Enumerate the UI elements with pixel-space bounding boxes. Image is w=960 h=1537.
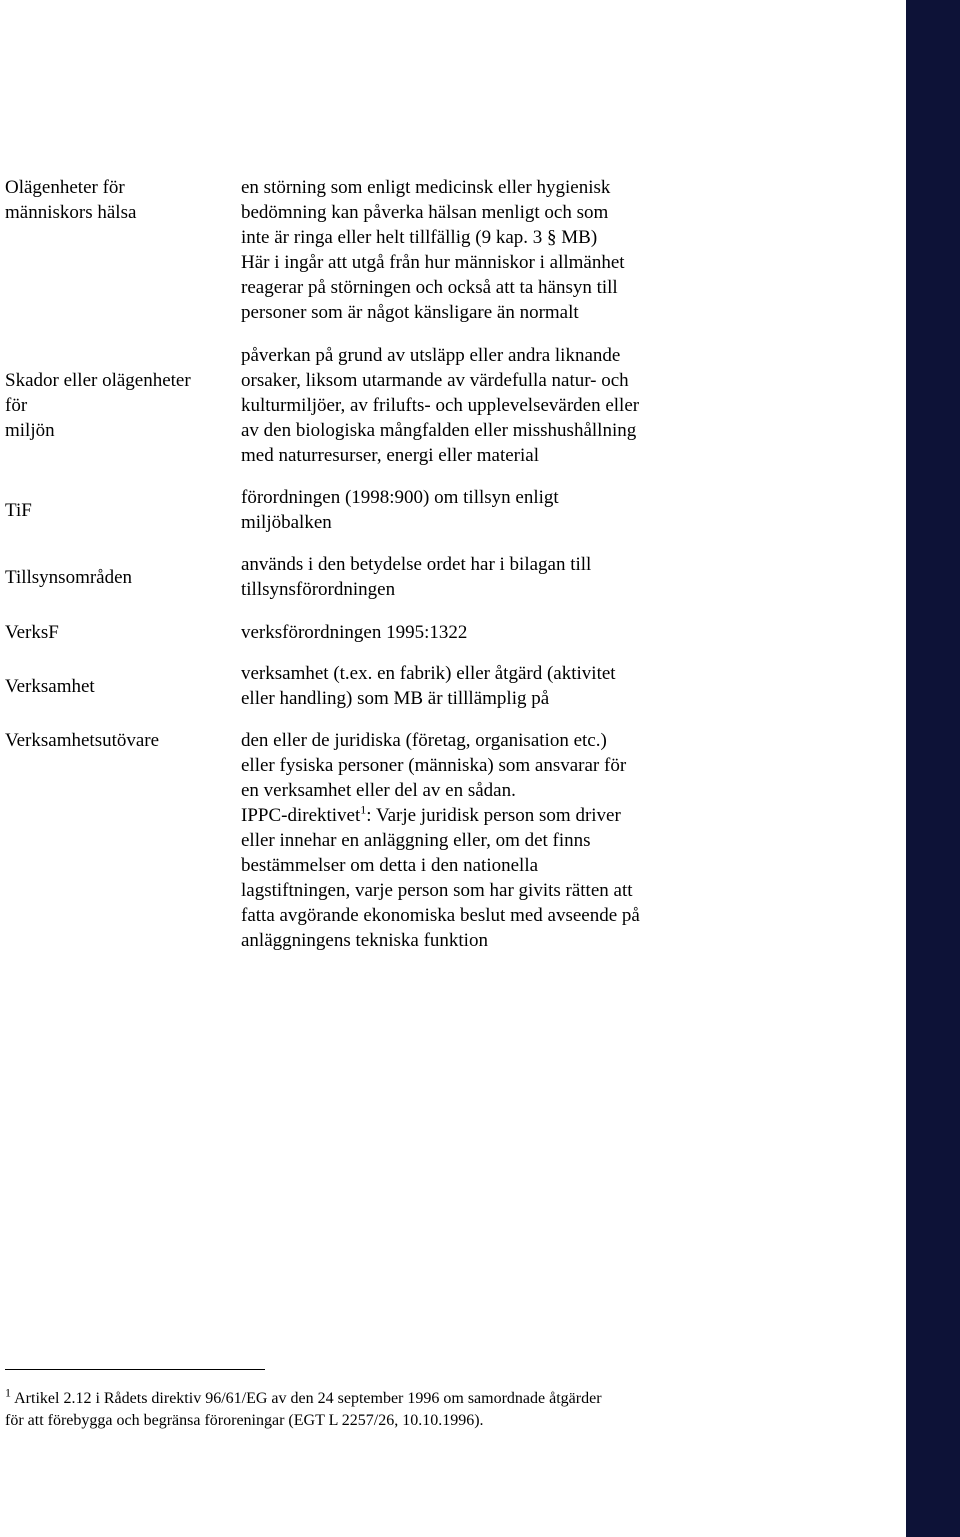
term-line: människors hälsa [5,202,137,223]
definition-line: används i den betydelse ordet har i bilagan till [241,554,592,575]
definition-line: den eller de juridiska (företag, organisation etc.) [241,730,607,751]
definition-line: orsaker, liksom utarmande av värdefulla natur- och [241,370,629,391]
glossary-definition [241,661,701,711]
definition-line: kulturmiljöer, av frilufts- och upplevelsevärden eller [241,395,640,416]
footnote-reference: 1 [360,802,367,817]
footnote-line [5,1385,885,1410]
definition-line: personer som är något känsligare än normalt [241,302,579,323]
term-line: Skador eller olägenheter [5,370,191,391]
definition-line: en verksamhet eller del av en sådan. [241,780,516,801]
footnote-separator [5,1369,265,1370]
footnote [5,1385,885,1432]
definition-line: en störning som enligt medicinsk eller hygienisk [241,177,611,198]
definition-line: miljöbalken [241,512,332,533]
definition-line: eller handling) som MB är tilllämplig på [241,688,550,709]
definition-line: tillsynsförordningen [241,579,396,600]
glossary-term [5,620,235,645]
glossary-term [5,565,235,590]
definition-line: eller fysiska personer (människa) som ansvarar för [241,755,627,776]
glossary-term [5,498,235,523]
definition-line: förordningen (1998:900) om tillsyn enligt [241,487,559,508]
definition-line: Här i ingår att utgå från hur människor i allmänhet [241,252,625,273]
definition-line: inte är ringa eller helt tillfällig (9 kap. 3 § MB) [241,227,598,248]
glossary-term [5,674,235,699]
definition-line: reagerar på störningen och också att ta hänsyn till [241,277,618,298]
definition-line: fatta avgörande ekonomiska beslut med avseende på [241,905,640,926]
glossary-definition [241,175,701,325]
glossary-definition [241,343,701,468]
term-line: miljön [5,420,55,441]
definition-line: av den biologiska mångfalden eller misshushållning [241,420,637,441]
term-line: för [5,395,28,416]
definition-line: bestämmelser om detta i den nationella [241,855,539,876]
glossary-definition [241,552,701,602]
ippc-rest: : Varje juridisk person som driver [366,805,621,826]
glossary-definition [241,620,701,645]
footnote-line: för att förebygga och begränsa föroreningar (EGT L 2257/26, 10.10.1996). [5,1412,484,1429]
definition-line: anläggningens tekniska funktion [241,930,488,951]
definition-line: bedömning kan påverka hälsan menligt och som [241,202,609,223]
term-line: TiF [5,500,32,521]
ippc-line [241,803,701,828]
glossary-term [5,175,235,225]
definition-line: lagstiftningen, varje person som har givits rätten att [241,880,633,901]
term-line: VerksF [5,622,59,643]
definition-line: påverkan på grund av utsläpp eller andra liknande [241,345,621,366]
side-color-bar [906,0,960,1537]
footnote-marker: 1 [5,1385,11,1400]
term-line: Tillsynsområden [5,567,133,588]
term-line: Olägenheter för [5,177,125,198]
term-line: Verksamhetsutövare [5,730,160,751]
glossary-definition [241,728,701,953]
glossary-term [5,728,235,753]
ippc-lead: IPPC-direktivet [241,805,361,826]
definition-line: verksförordningen 1995:1322 [241,622,468,643]
footnote-text: Artikel 2.12 i Rådets direktiv 96/61/EG av den 24 september 1996 om samordnade åtgärder [11,1390,602,1407]
term-line: Verksamhet [5,676,95,697]
definition-line: verksamhet (t.ex. en fabrik) eller åtgärd (aktivitet [241,663,616,684]
glossary-definition [241,485,701,535]
definition-line: eller innehar en anläggning eller, om det finns [241,830,591,851]
glossary-term [5,368,235,443]
definition-line: med naturresurser, energi eller material [241,445,539,466]
